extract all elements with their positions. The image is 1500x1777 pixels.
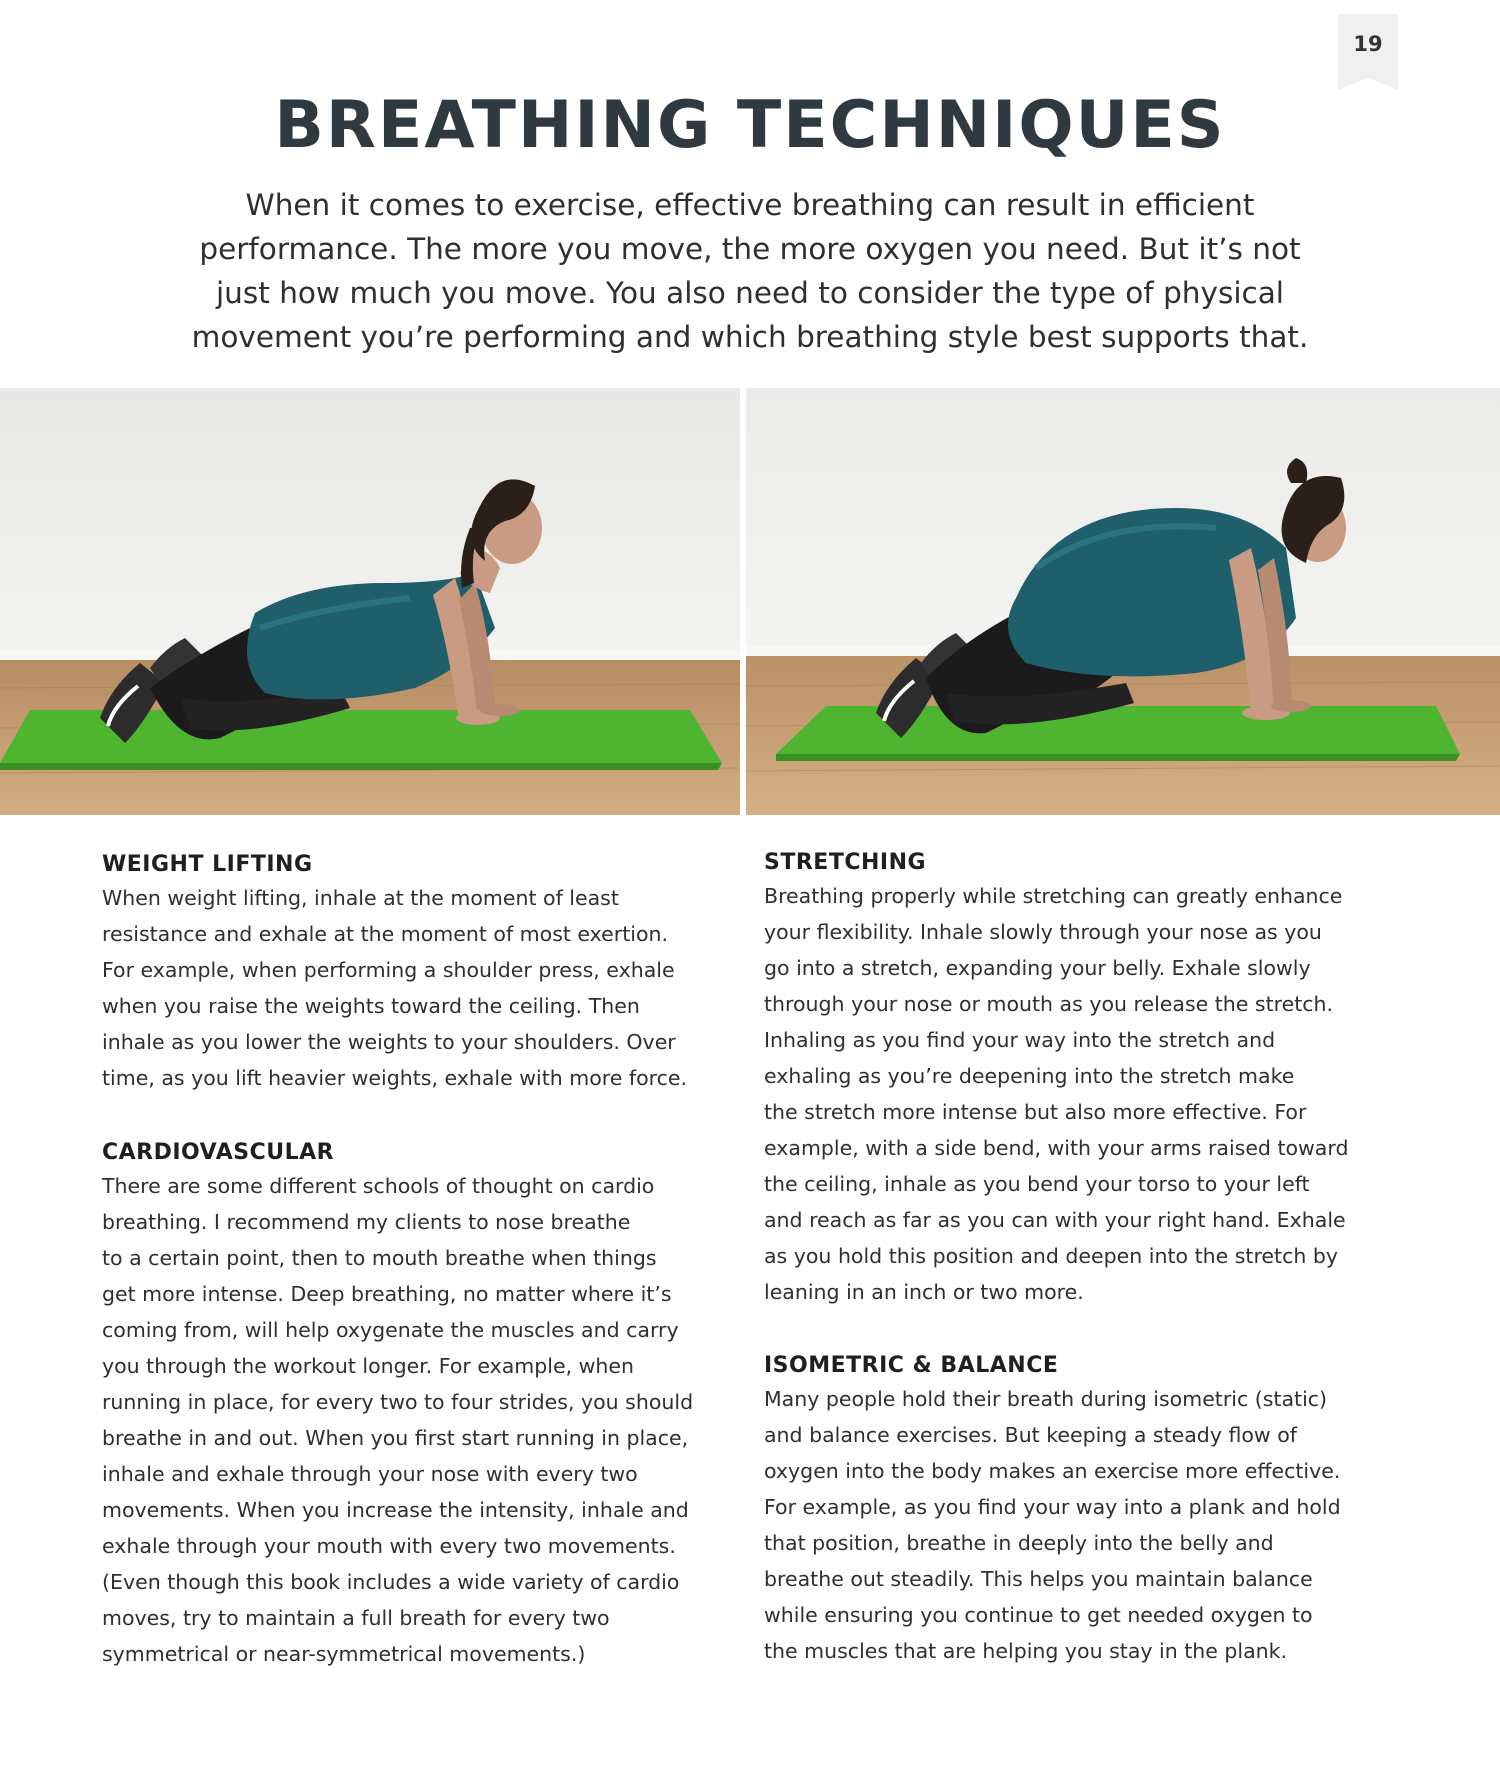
body-line: For example, as you find your way into a plank and hold [764, 1495, 1341, 1519]
intro-line: just how much you move. You also need to consider the type of physical [215, 276, 1285, 310]
section-cardiovascular [102, 1138, 742, 1672]
intro-line: performance. The more you move, the more oxygen you need. But it’s not [199, 232, 1301, 266]
body-line: the ceiling, inhale as you bend your torso to your left [764, 1172, 1310, 1196]
body-line: while ensuring you continue to get needed oxygen to [764, 1603, 1313, 1627]
intro-line: When it comes to exercise, effective breathing can result in efficient [245, 188, 1255, 222]
body-line: When weight lifting, inhale at the moment of least [102, 886, 619, 910]
body-line: that position, breathe in deeply into the belly and [764, 1531, 1274, 1555]
body-line: the muscles that are helping you stay in the plank. [764, 1639, 1288, 1663]
page-title: BREATHING TECHNIQUES [274, 88, 1226, 163]
body-line: time, as you lift heavier weights, exhale with more force. [102, 1066, 688, 1090]
body-line: you through the workout longer. For example, when [102, 1354, 634, 1378]
body-line: get more intense. Deep breathing, no matter where it’s [102, 1282, 672, 1306]
body-line: symmetrical or near-symmetrical movements.) [102, 1642, 586, 1666]
body-line: leaning in an inch or two more. [764, 1280, 1084, 1304]
body-line: Many people hold their breath during isometric (static) [764, 1387, 1328, 1411]
body-line: movements. When you increase the intensity, inhale and [102, 1498, 689, 1522]
photo-inhale-illustration [0, 388, 740, 815]
photo-exhale-pose [746, 388, 1500, 815]
body-line: breathe in and out. When you first start running in place, [102, 1426, 689, 1450]
photo-exhale-illustration [746, 388, 1500, 815]
body-line: running in place, for every two to four strides, you should [102, 1390, 694, 1414]
section-heading-stretching: STRETCHING [764, 850, 927, 875]
body-line: moves, try to maintain a full breath for every two [102, 1606, 610, 1630]
body-line: There are some different schools of thought on cardio [102, 1174, 655, 1198]
body-line: exhaling as you’re deepening into the stretch make [764, 1064, 1295, 1088]
body-line: to a certain point, then to mouth breathe when things [102, 1246, 657, 1270]
body-line: coming from, will help oxygenate the muscles and carry [102, 1318, 679, 1342]
body-line: Inhaling as you find your way into the stretch and [764, 1028, 1276, 1052]
body-line: resistance and exhale at the moment of most exertion. [102, 922, 669, 946]
body-line: go into a stretch, expanding your belly. Exhale slowly [764, 956, 1311, 980]
body-line: and reach as far as you can with your right hand. Exhale [764, 1208, 1346, 1232]
photo-inhale-pose [0, 388, 740, 815]
body-line: as you hold this position and deepen into the stretch by [764, 1244, 1339, 1268]
section-isometric-balance [764, 1351, 1404, 1669]
body-line: oxygen into the body makes an exercise more effective. [764, 1459, 1341, 1483]
body-line: (Even though this book includes a wide variety of cardio [102, 1570, 680, 1594]
body-line: breathe out steadily. This helps you maintain balance [764, 1567, 1313, 1591]
body-line: your flexibility. Inhale slowly through your nose as you [764, 920, 1322, 944]
section-weight-lifting [102, 850, 742, 1096]
section-heading-isometric-balance: ISOMETRIC & BALANCE [764, 1353, 1059, 1378]
body-line: example, with a side bend, with your arms raised toward [764, 1136, 1349, 1160]
body-line: when you raise the weights toward the ceiling. Then [102, 994, 640, 1018]
intro-paragraph [150, 183, 1350, 359]
body-line: exhale through your mouth with every two movements. [102, 1534, 676, 1558]
body-line: and balance exercises. But keeping a steady flow of [764, 1423, 1297, 1447]
page-number: 19 [1353, 32, 1383, 56]
body-line: Breathing properly while stretching can greatly enhance [764, 884, 1343, 908]
body-line: breathing. I recommend my clients to nose breathe [102, 1210, 631, 1234]
body-line: For example, when performing a shoulder press, exhale [102, 958, 675, 982]
section-stretching [764, 848, 1404, 1310]
section-heading-weight-lifting: WEIGHT LIFTING [102, 852, 313, 877]
body-line: through your nose or mouth as you release the stretch. [764, 992, 1334, 1016]
intro-line: movement you’re performing and which breathing style best supports that. [191, 320, 1309, 354]
section-heading-cardiovascular: CARDIOVASCULAR [102, 1140, 335, 1165]
body-line: the stretch more intense but also more effective. For [764, 1100, 1307, 1124]
body-line: inhale as you lower the weights to your shoulders. Over [102, 1030, 676, 1054]
body-line: inhale and exhale through your nose with every two [102, 1462, 638, 1486]
